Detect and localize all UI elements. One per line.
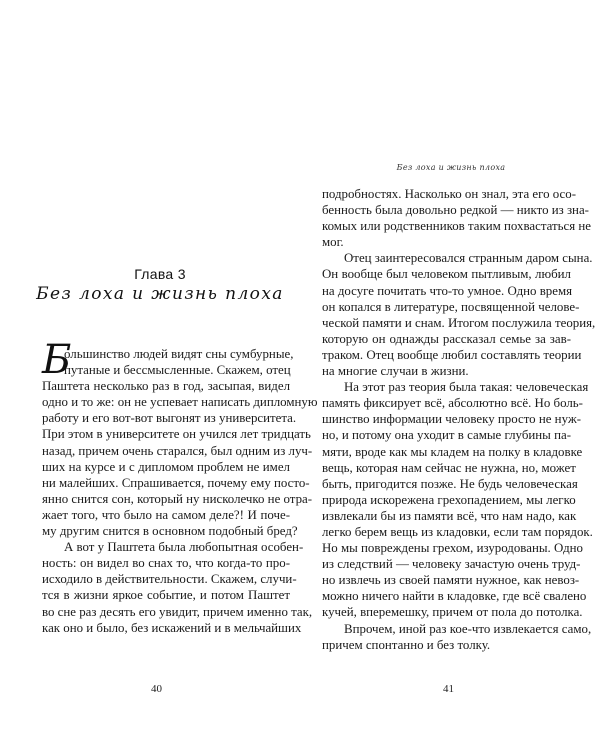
text-line: бенность была довольно редкой — никто из зна-	[322, 203, 589, 218]
text-line: подробностях. Насколько он знал, эта его осо-	[322, 187, 576, 201]
text-line: мог.	[322, 235, 344, 250]
text-line: причем спонтанно и без толку.	[322, 637, 491, 652]
text-line: На этот раз теория была такая: человеческая	[344, 380, 589, 395]
text-line: шинство информации человеку просто не нуж-	[322, 412, 582, 427]
text-line: быть, пригодится позже. Не будь человеческая	[322, 476, 578, 491]
right-page	[300, 0, 600, 750]
text-line: жает того, что было на самом деле?! И поче-	[42, 507, 290, 522]
text-line: А вот у Паштета была любопытная особен-	[64, 540, 304, 555]
text-line: тся в жизни яркое событие, и потом Паштет	[42, 588, 290, 603]
first-paragraph-start	[42, 337, 294, 383]
left-page-body	[42, 337, 318, 636]
text-line: на досуге почитать что-то умное. Одно время	[322, 283, 573, 298]
text-line: из следствий — человеку зачастую очень труд-	[322, 557, 581, 572]
page-number: 41	[443, 683, 454, 695]
text-line: вещь, которая нам сейчас не нужна, но, может	[322, 460, 576, 475]
text-line: Отец заинтересовался странным даром сына.	[344, 251, 593, 266]
text-line: При этом в университете он учился лет тридцать	[42, 427, 311, 442]
text-line: ших на курсе и с дипломом проблем не имел	[42, 459, 290, 474]
text-line: комых или родственников таким похвастаться не	[322, 219, 592, 234]
text-line: траком. Отец вообще любил составлять теории	[322, 347, 582, 362]
text-line: легко берем вещь из кладовки, если там порядок.	[322, 524, 593, 539]
text-line: мяти, вроде как мы кладем на полку в кладовке	[322, 444, 583, 459]
text-line: Впрочем, иной раз кое-что извлекается само,	[344, 621, 592, 636]
text-line: Он вообще был человеком пытливым, любил	[322, 267, 571, 282]
right-page-body	[322, 186, 596, 653]
text-line: работу и его вот-вот выгонят из университета.	[42, 411, 297, 426]
text-line: память фиксирует всё, абсолютно всё. Но боль-	[322, 396, 583, 411]
text-line: природа искорежена грехопадением, мы легко	[322, 492, 576, 507]
text-line: ческой памяти и снам. Итогом послужила теория,	[322, 315, 596, 330]
chapter-number: Глава 3	[134, 266, 186, 282]
text-line: кучей, вперемешку, причем от пола до потолка.	[322, 605, 583, 620]
text-line: исходило в действительности. Скажем, случи-	[42, 572, 297, 587]
text-line: он копался в литературе, посвященной челове-	[322, 299, 580, 314]
text-line: назад, причем очень старался, был одним из луч-	[42, 443, 313, 458]
text-line: которую он однажды рассказал семье за зав-	[322, 331, 571, 346]
text-line: как оно и было, без искажений и в мельчайших	[42, 620, 302, 635]
text-line: извлекали бы из памяти всё, что нам надо, как	[322, 508, 577, 523]
chapter-title: Без лоха и жизнь плоха	[36, 284, 284, 304]
running-head: Без лоха и жизнь плоха	[396, 163, 506, 172]
text-line: ни малейших. Спрашивается, почему ему посто-	[42, 475, 310, 490]
text-line: на многие случаи в жизни.	[322, 364, 469, 379]
text-line: ольшинство людей видят сны сумбурные,	[64, 347, 294, 361]
drop-cap: Б	[42, 337, 72, 383]
text-line: Но мы повреждены грехом, изуродованы. Одно	[322, 541, 583, 556]
text-line: янно снится сон, который ну нисколечко не отра-	[42, 491, 313, 506]
text-line: путаные и бессмысленные. Скажем, отец	[64, 363, 291, 378]
text-line: одно и то же: он не успевает написать дипломную	[42, 395, 318, 410]
text-line: но извлечь из своей памяти нужное, как невоз-	[322, 573, 580, 588]
text-line: но, и потому она уходит в самые глубины па-	[322, 428, 571, 443]
text-line: Паштета несколько раз в год, засыпая, видел	[42, 379, 290, 394]
text-line: ность: он видел во снах то, что когда-то про-	[42, 556, 290, 571]
text-line: можно ничего найти в кладовке, где всё свалено	[322, 589, 587, 604]
page-number: 40	[151, 683, 162, 695]
text-line: му другим снится в основном подобный бред?	[42, 524, 298, 539]
text-line: во сне раз десять его увидит, причем именно так,	[42, 604, 313, 619]
